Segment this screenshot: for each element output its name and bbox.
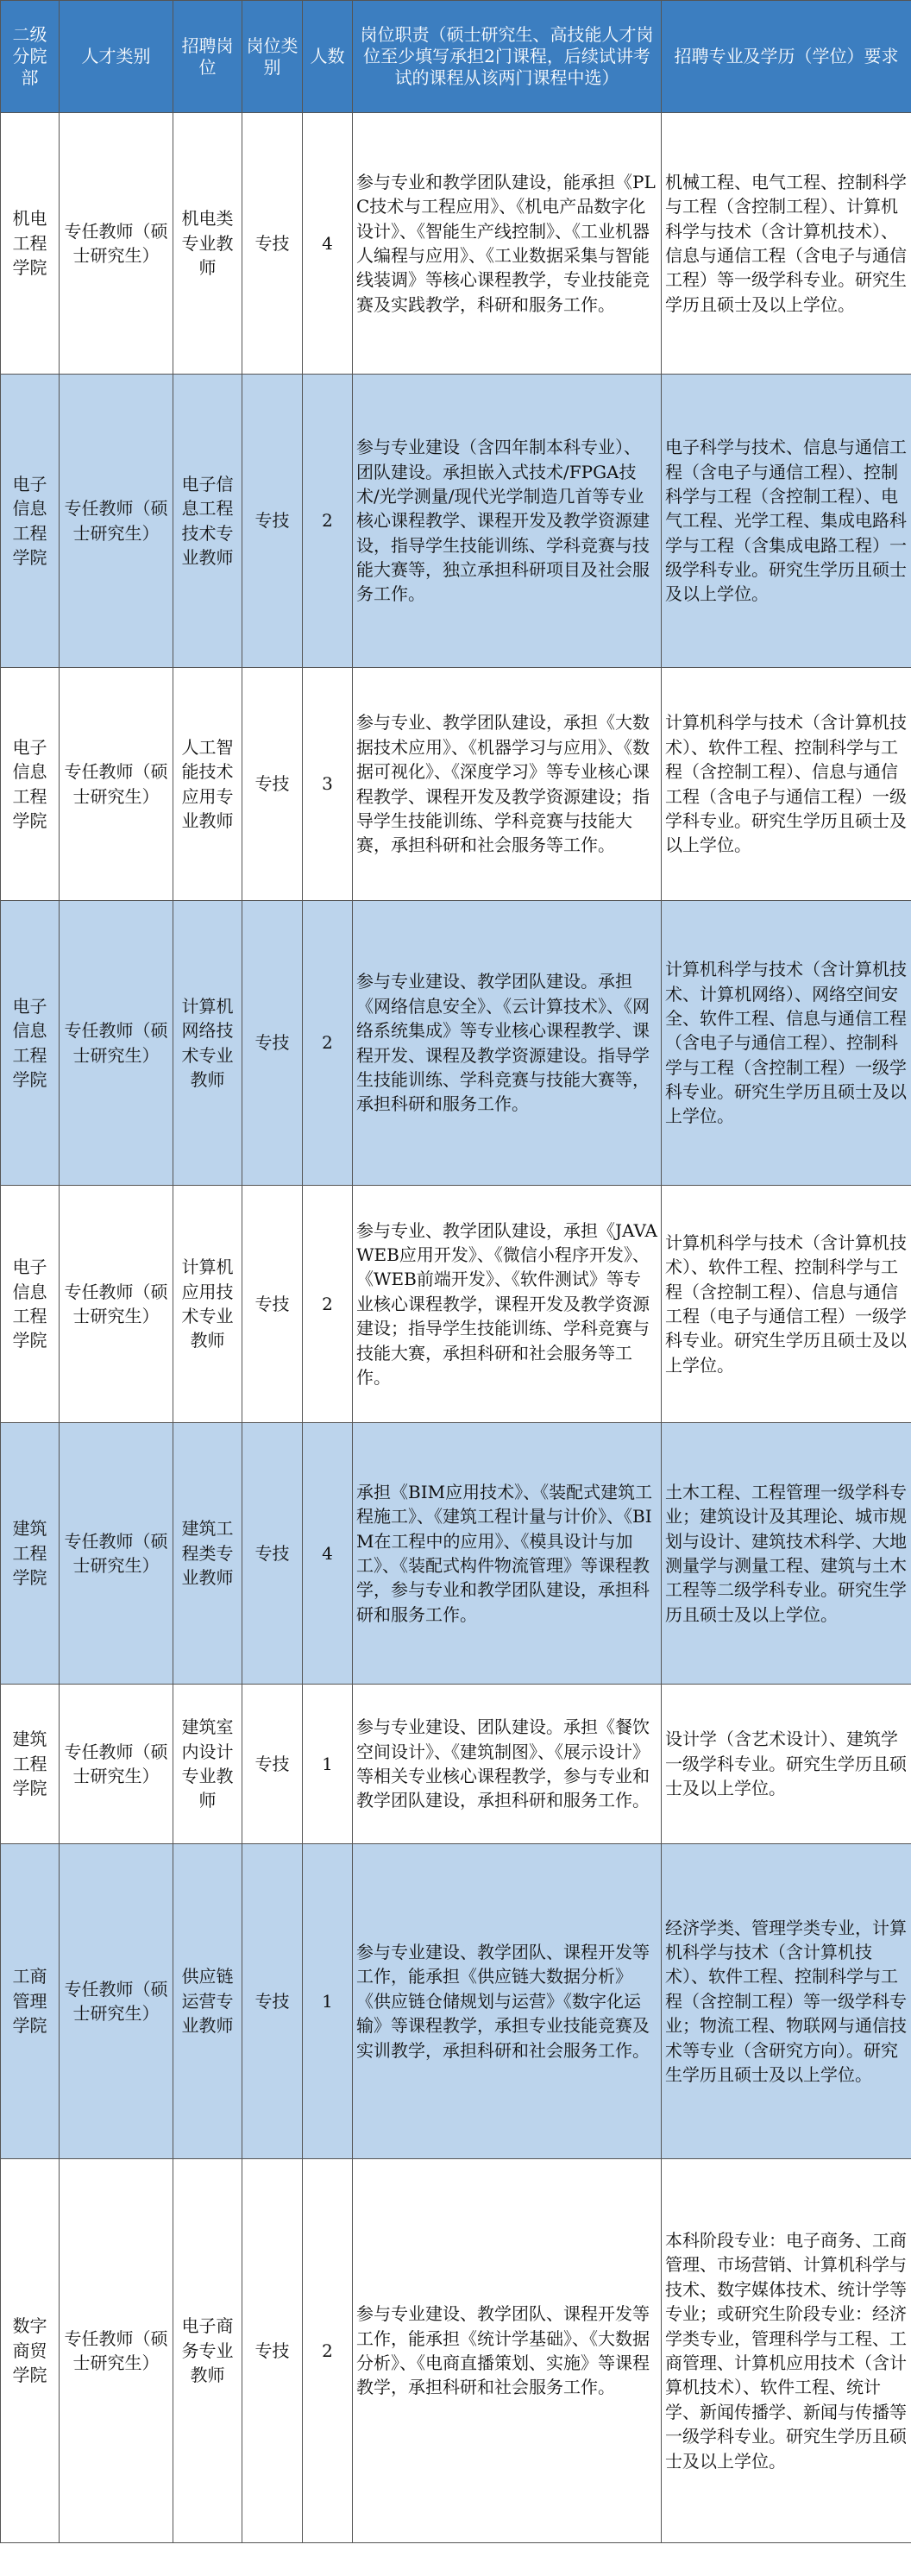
- count-cell: 2: [303, 2159, 353, 2543]
- position-cell: 计算机网络技术专业教师: [173, 901, 242, 1186]
- category-cell: 专任教师（硕士研究生）: [60, 901, 173, 1186]
- requirements-cell: 本科阶段专业：电子商务、工商管理、市场营销、计算机科学与技术、数字媒体技术、统计学等专业；或研究生阶段专业：经济学类专业，管理科学与工程、工商管理、计算机应用技术（含计算机技术）、软件工程、统计学、新闻传播学、新闻与传播等一级学科专业。研究生学历且硕士及以上学位。: [662, 2159, 911, 2543]
- position-cell: 机电类专业教师: [173, 113, 242, 375]
- type-cell: 专技: [242, 1844, 303, 2159]
- header-count: 人数: [303, 1, 353, 113]
- table-row: [1, 2159, 911, 2543]
- requirements-cell: 电子科学与技术、信息与通信工程（含电子与通信工程）、控制科学与工程（含控制工程）、电气工程、光学工程、集成电路科学与工程（含集成电路工程）一级学科专业。研究生学历且硕士及以上学位。: [662, 375, 911, 668]
- dept-cell: 数字商贸学院: [1, 2159, 60, 2543]
- duties-cell: 参与专业建设、教学团队、课程开发等工作，能承担《供应链大数据分析》《供应链仓储规划与运营》《数字化运输》等课程教学，承担专业技能竞赛及实训教学，承担科研和社会服务工作。: [353, 1844, 662, 2159]
- duties-cell: 参与专业建设（含四年制本科专业）、团队建设。承担嵌入式技术/FPGA技术/光学测量/现代光学制造几首等专业核心课程教学、课程开发及教学资源建设，指导学生技能训练、学科竞赛与技能大赛等，独立承担科研项目及社会服务工作。: [353, 375, 662, 668]
- table-row: [1, 1685, 911, 1844]
- count-cell: 3: [303, 668, 353, 901]
- count-cell: 4: [303, 1423, 353, 1685]
- table-row: [1, 113, 911, 375]
- table-row: [1, 901, 911, 1186]
- duties-cell: 参与专业建设、团队建设。承担《餐饮空间设计》、《建筑制图》、《展示设计》等相关专业核心课程教学，参与专业和教学团队建设，承担科研和服务工作。: [353, 1685, 662, 1844]
- header-requirements: 招聘专业及学历（学位）要求: [662, 1, 911, 113]
- type-cell: 专技: [242, 1685, 303, 1844]
- position-cell: 电子信息工程技术专业教师: [173, 375, 242, 668]
- header-category: 人才类别: [60, 1, 173, 113]
- header-position: 招聘岗位: [173, 1, 242, 113]
- count-cell: 2: [303, 901, 353, 1186]
- position-cell: 电子商务专业教师: [173, 2159, 242, 2543]
- dept-cell: 电子信息工程学院: [1, 668, 60, 901]
- count-cell: 1: [303, 1844, 353, 2159]
- category-cell: 专任教师（硕士研究生）: [60, 2159, 173, 2543]
- count-cell: 2: [303, 1186, 353, 1423]
- requirements-cell: 计算机科学与技术（含计算机技术）、软件工程、控制科学与工程（含控制工程）、信息与通信工程（电子与通信工程）一级学科专业。研究生学历且硕士及以上学位。: [662, 1186, 911, 1423]
- position-cell: 计算机应用技术专业教师: [173, 1186, 242, 1423]
- category-cell: 专任教师（硕士研究生）: [60, 668, 173, 901]
- requirements-cell: 计算机科学与技术（含计算机技术、计算机网络）、网络空间安全、软件工程、信息与通信工程（含电子与通信工程）、控制科学与工程（含控制工程）一级学科专业。研究生学历且硕士及以上学位。: [662, 901, 911, 1186]
- table-row: [1, 668, 911, 901]
- position-cell: 建筑室内设计专业教师: [173, 1685, 242, 1844]
- position-cell: 供应链运营专业教师: [173, 1844, 242, 2159]
- table-row: [1, 1186, 911, 1423]
- dept-cell: 建筑工程学院: [1, 1685, 60, 1844]
- type-cell: 专技: [242, 113, 303, 375]
- duties-cell: 承担《BIM应用技术》、《装配式建筑工程施工》、《建筑工程计量与计价》、《BIM在工程中的应用》、《模具设计与加工》、《装配式构件物流管理》等课程教学，参与专业和教学团队建设，承担科研和服务工作。: [353, 1423, 662, 1685]
- dept-cell: 工商管理学院: [1, 1844, 60, 2159]
- table-row: [1, 1423, 911, 1685]
- requirements-cell: 机械工程、电气工程、控制科学与工程（含控制工程）、计算机科学与技术（含计算机技术）、信息与通信工程（含电子与通信工程）等一级学科专业。研究生学历且硕士及以上学位。: [662, 113, 911, 375]
- dept-cell: 机电工程学院: [1, 113, 60, 375]
- count-cell: 1: [303, 1685, 353, 1844]
- table-row: [1, 375, 911, 668]
- type-cell: 专技: [242, 2159, 303, 2543]
- type-cell: 专技: [242, 375, 303, 668]
- type-cell: 专技: [242, 1423, 303, 1685]
- count-cell: 4: [303, 113, 353, 375]
- duties-cell: 参与专业建设、教学团队建设。承担《网络信息安全》、《云计算技术》、《网络系统集成》等专业核心课程教学、课程开发、课程及教学资源建设。指导学生技能训练、学科竞赛与技能大赛等，承担科研和服务工作。: [353, 901, 662, 1186]
- requirements-cell: 设计学（含艺术设计）、建筑学一级学科专业。研究生学历且硕士及以上学位。: [662, 1685, 911, 1844]
- category-cell: 专任教师（硕士研究生）: [60, 1685, 173, 1844]
- position-cell: 人工智能技术应用专业教师: [173, 668, 242, 901]
- dept-cell: 电子信息工程学院: [1, 1186, 60, 1423]
- header-duties: 岗位职责（硕士研究生、高技能人才岗位至少填写承担2门课程，后续试讲考试的课程从该两门课程中选）: [353, 1, 662, 113]
- header-dept: 二级分院部: [1, 1, 60, 113]
- category-cell: 专任教师（硕士研究生）: [60, 1423, 173, 1685]
- duties-cell: 参与专业和教学团队建设，能承担《PLC技术与工程应用》、《机电产品数字化设计》、《智能生产线控制》、《工业机器人编程与应用》、《工业数据采集与智能线装调》等核心课程教学，专业技能竞赛及实践教学，科研和服务工作。: [353, 113, 662, 375]
- requirements-cell: 计算机科学与技术（含计算机技术）、软件工程、控制科学与工程（含控制工程）、信息与通信工程（含电子与通信工程）一级学科专业。研究生学历且硕士及以上学位。: [662, 668, 911, 901]
- requirements-cell: 土木工程、工程管理一级学科专业；建筑设计及其理论、城市规划与设计、建筑技术科学、大地测量学与测量工程、建筑与土木工程等二级学科专业。研究生学历且硕士及以上学位。: [662, 1423, 911, 1685]
- category-cell: 专任教师（硕士研究生）: [60, 113, 173, 375]
- duties-cell: 参与专业、教学团队建设，承担《大数据技术应用》、《机器学习与应用》、《数据可视化》、《深度学习》等专业核心课程教学、课程开发及教学资源建设；指导学生技能训练、学科竞赛与技能大赛，承担科研和社会服务等工作。: [353, 668, 662, 901]
- duties-cell: 参与专业建设、教学团队、课程开发等工作，能承担《统计学基础》、《大数据分析》、《电商直播策划、实施》等课程教学，承担科研和社会服务工作。: [353, 2159, 662, 2543]
- category-cell: 专任教师（硕士研究生）: [60, 375, 173, 668]
- dept-cell: 电子信息工程学院: [1, 901, 60, 1186]
- position-cell: 建筑工程类专业教师: [173, 1423, 242, 1685]
- dept-cell: 电子信息工程学院: [1, 375, 60, 668]
- requirements-cell: 经济学类、管理学类专业，计算机科学与技术（含计算机技术）、软件工程、控制科学与工程（含控制工程）等一级学科专业；物流工程、物联网与通信技术等专业（含研究方向）。研究生学历且硕士及以上学位。: [662, 1844, 911, 2159]
- duties-cell: 参与专业、教学团队建设，承担《JAVA WEB应用开发》、《微信小程序开发》、《WEB前端开发》、《软件测试》等专业核心课程教学，课程开发及教学资源建设；指导学生技能训练、学科竞赛与技能大赛，承担科研和社会服务等工作。: [353, 1186, 662, 1423]
- header-row: [1, 1, 911, 113]
- category-cell: 专任教师（硕士研究生）: [60, 1186, 173, 1423]
- type-cell: 专技: [242, 668, 303, 901]
- count-cell: 2: [303, 375, 353, 668]
- type-cell: 专技: [242, 901, 303, 1186]
- table-row: [1, 1844, 911, 2159]
- dept-cell: 建筑工程学院: [1, 1423, 60, 1685]
- header-type: 岗位类别: [242, 1, 303, 113]
- category-cell: 专任教师（硕士研究生）: [60, 1844, 173, 2159]
- type-cell: 专技: [242, 1186, 303, 1423]
